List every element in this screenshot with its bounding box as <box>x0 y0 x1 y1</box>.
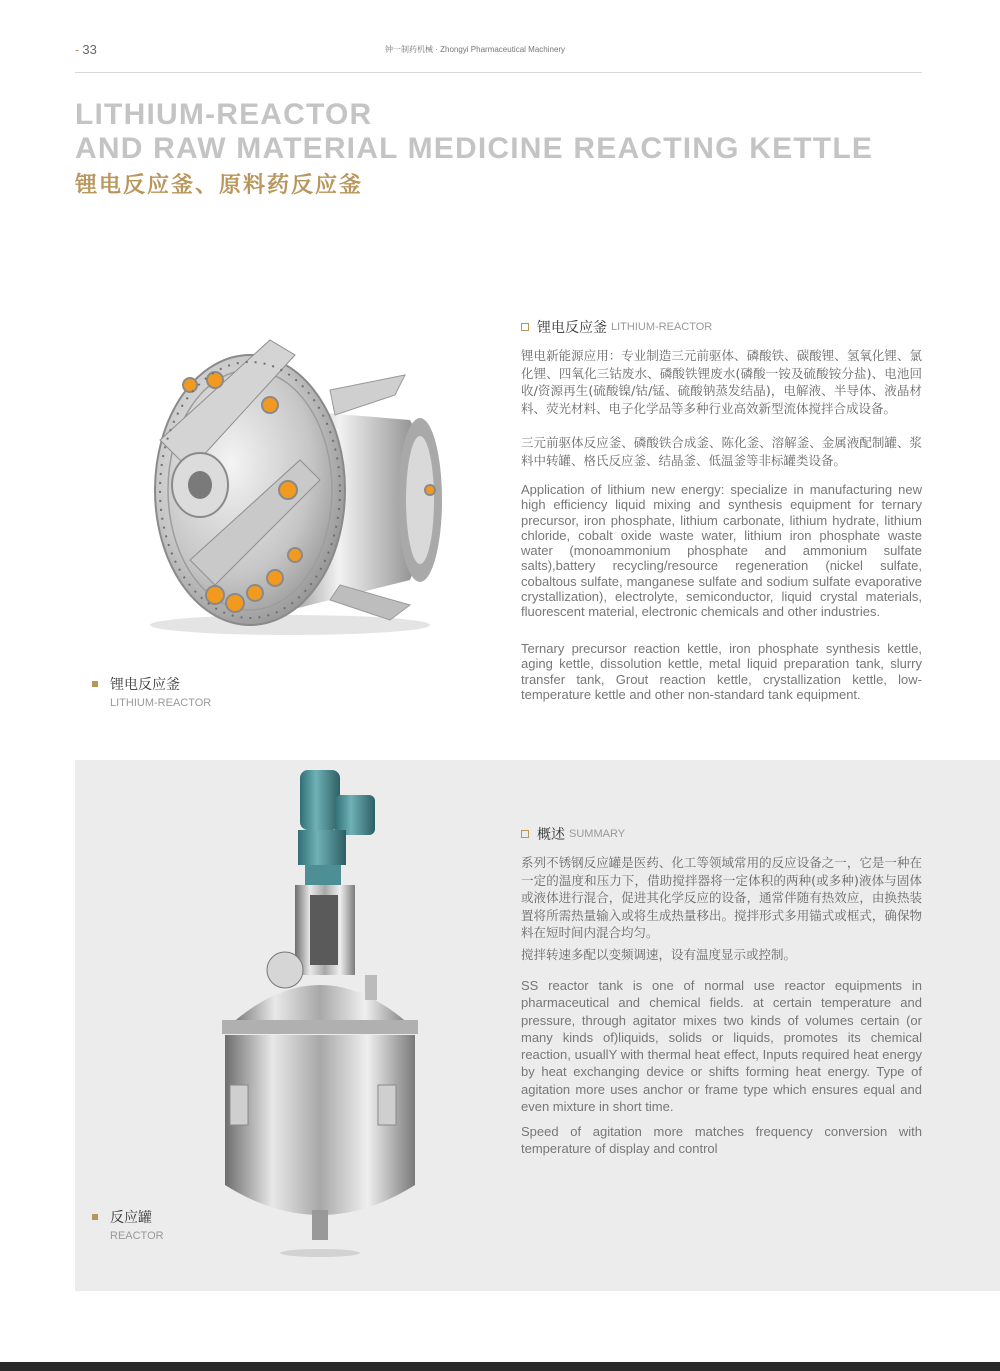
lithium-description-cn: 锂电新能源应用：专业制造三元前驱体、磷酸铁、碳酸锂、氢氧化锂、氯化锂、四氧化三钴废水、磷酸铁锂废水(磷酸一铵及硫酸铵分盐)、电池回收/资源再生(硫酸镍/钴/锰、硫酸钠蒸发结晶)，电解液、半导体、液晶材料、荧光材料、电子化学品等多种行业高效新型流体搅拌合成设备。 <box>521 348 922 416</box>
bullet-square <box>92 681 98 687</box>
summary-description-cn: 系列不锈钢反应罐是医药、化工等领域常用的反应设备之一，它是一种在一定的温度和压力下，借助搅拌器将一定体积的两种(或多种)液体与固体或液体进行混合，促进其化学反应的设备，通常伴随有热效应，由换热装置将所需热量输入或将生成热量移出。搅拌形式多用锚式或框式，确保物料在短时间内混合均匀。 <box>521 855 922 940</box>
section-heading-lithium-reactor: 锂电反应釜 LITHIUM-REACTOR <box>521 317 712 337</box>
summary-speed-cn: 搅拌转速多配以变频调速，设有温度显示或控制。 <box>521 947 797 962</box>
caption-lithium-reactor-en: LITHIUM-REACTOR <box>110 697 212 709</box>
heading-square-icon <box>521 830 529 838</box>
header-divider <box>75 72 922 73</box>
page-bottom-edge <box>0 1362 1000 1371</box>
page-title-en: LITHIUM-REACTOR AND RAW MATERIAL MEDICINE REACTING KETTLE <box>75 98 874 165</box>
caption-lithium-reactor: 锂电反应釜 <box>92 674 180 694</box>
bullet-square <box>92 1214 98 1220</box>
reactor-image <box>200 765 440 1260</box>
summary-description-en: SS reactor tank is one of normal use reactor equipments in pharmaceutical and chemical fields. at certain temperature and pressure, through agitator mixes two kinds of volumes certain (or many kinds of)liquids, solids or liquids, promotes its chemical reaction, usuallY with thermal heat effect, Inputs required heat energy by heat exchanging device or shifts forming heat energy. Type of agitation more uses anchor or frame type which ensures equal and even mixture in short time. <box>521 978 922 1115</box>
lithium-equipment-cn: 三元前驱体反应釜、磷酸铁合成釜、陈化釜、溶解釜、金属液配制罐、浆料中转罐、格氏反应釜、结晶釜、低温釜等非标罐类设备。 <box>521 435 922 468</box>
page-title-cn: 锂电反应釜、原料药反应釜 <box>75 173 364 198</box>
caption-reactor-en: REACTOR <box>110 1230 164 1242</box>
caption-reactor: 反应罐 <box>92 1207 152 1227</box>
summary-speed-en: Speed of agitation more matches frequency conversion with temperature of display and control <box>521 1124 922 1157</box>
lithium-equipment-en: Ternary precursor reaction kettle, iron phosphate synthesis kettle, aging kettle, dissolution kettle, metal liquid preparation tank, slurry transfer tank, Grout reaction kettle, crystallization kettle, low-temperature kettle and other non-standard tank equipment. <box>521 641 922 702</box>
section-heading-summary: 概述 SUMMARY <box>521 824 625 844</box>
lithium-reactor-image <box>120 320 460 640</box>
running-header: 钟一制药机械 · Zhongyi Pharmaceutical Machinery <box>385 45 566 54</box>
lithium-description-en: Application of lithium new energy: specialize in manufacturing new high efficiency liquid mixing and synthesis equipment for ternary precursor, iron phosphate, lithium carbonate, lithium hydrate, lithium chloride, cobalt oxide waste water, lithium iron phosphate waste water (monoammonium phosphate and ammonium sulfate salts),battery recycling/resource regeneration (nickel sulfate, cobaltous sulfate, manganese sulfate and sodium sulfate evaporative crystallization), electrolyte, semiconductor, liquid crystal materials, fluorescent material, electronic chemicals and other industries. <box>521 482 922 620</box>
page-number: - 33 <box>75 42 97 57</box>
heading-square-icon <box>521 323 529 331</box>
